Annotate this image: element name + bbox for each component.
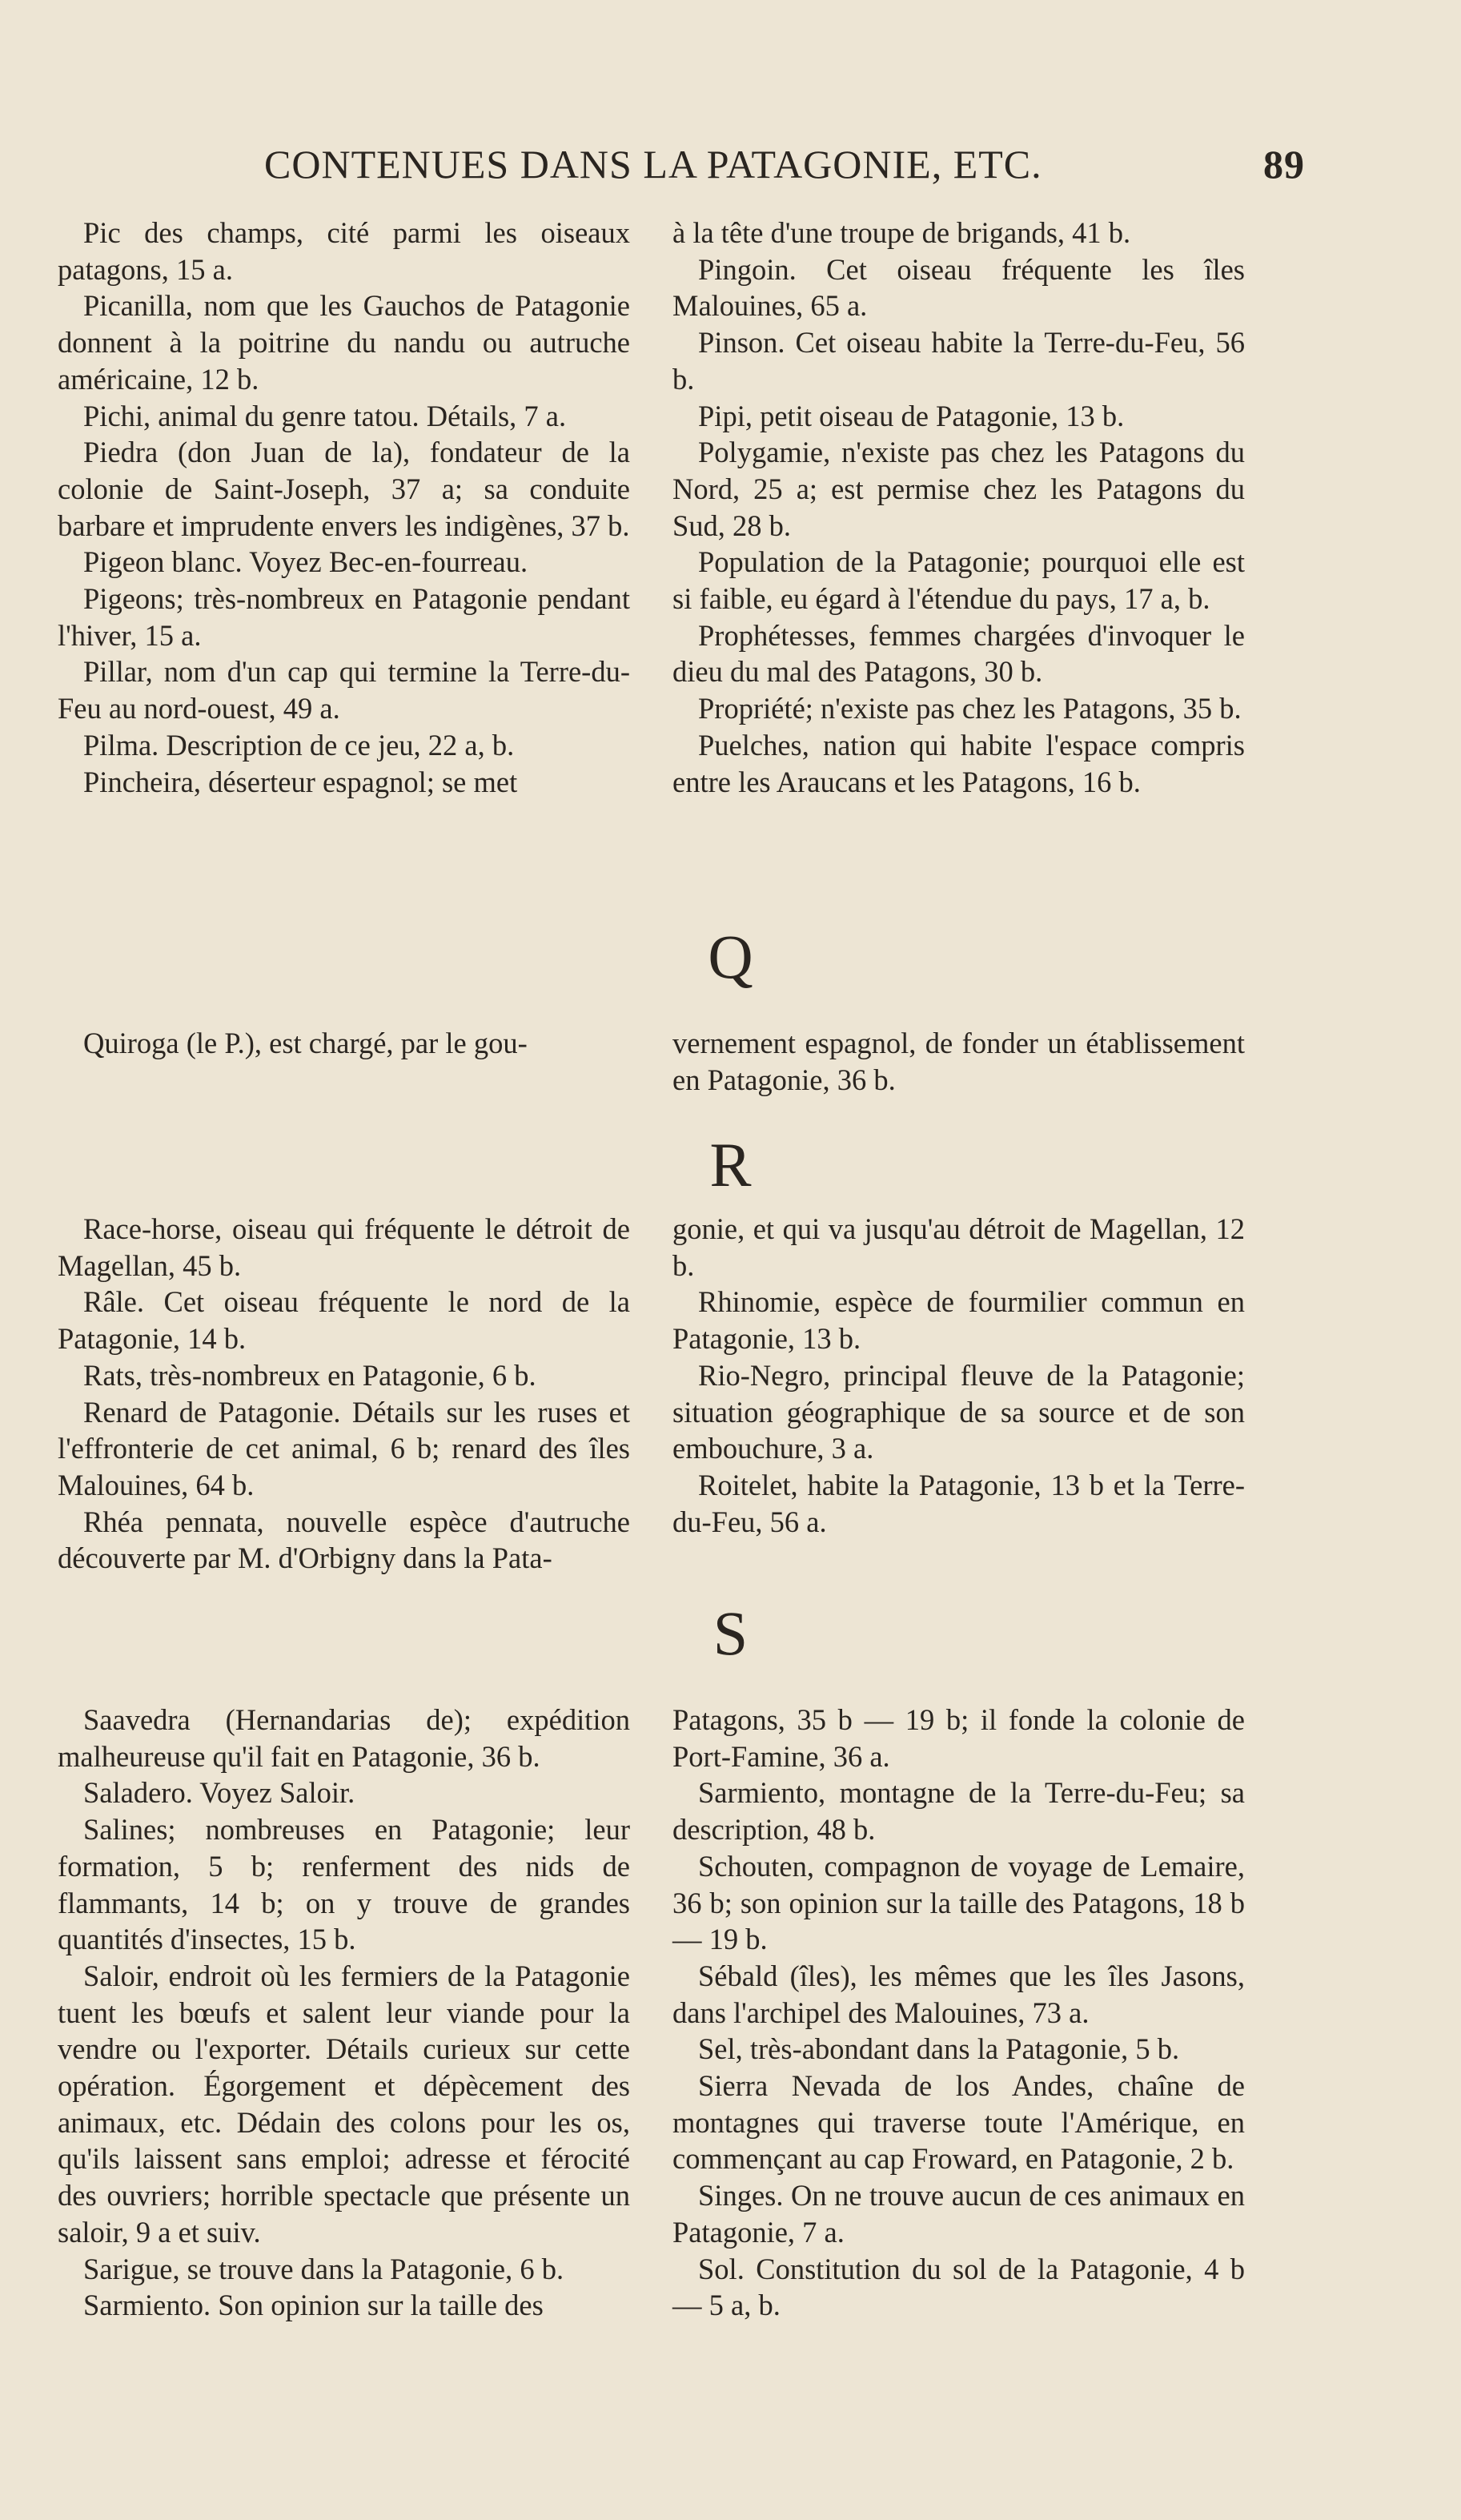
index-entry: Sébald (îles), les mêmes que les îles Jasons, dans l'archipel des Malouines, 73 a.	[672, 1959, 1245, 2029]
index-entry: Râle. Cet oiseau fréquente le nord de la Patagonie, 14 b.	[58, 1285, 630, 1356]
index-entry: Propriété; n'existe pas chez les Patagons, 35 b.	[698, 692, 1242, 725]
index-entry: Sarmiento, montagne de la Terre-du-Feu; sa description, 48 b.	[672, 1776, 1245, 1847]
index-entry: Saavedra (Hernandarias de); expédition malheureuse qu'il fait en Patagonie, 36 b.	[58, 1703, 630, 1773]
index-entry: Rhinomie, espèce de fourmilier commun en Patagonie, 13 b.	[672, 1285, 1245, 1356]
column-right-s	[672, 1702, 1245, 2324]
index-entry: Prophétesses, femmes chargées d'invoquer le dieu du mal des Patagons, 30 b.	[672, 618, 1245, 689]
index-entry: Rio-Negro, principal fleuve de la Patagonie; situation géographique de sa source et de son embouchure, 3 a.	[672, 1358, 1245, 1465]
section-letter-s: S	[712, 1598, 749, 1668]
header-title: CONTENUES DANS LA PATAGONIE, ETC.	[264, 142, 1042, 187]
index-entry: Pipi, petit oiseau de Patagonie, 13 b.	[698, 399, 1125, 432]
index-entry: Sarigue, se trouve dans la Patagonie, 6 b.	[83, 2252, 564, 2285]
section-letter-q: Q	[708, 922, 753, 991]
column-right-q	[672, 1025, 1245, 1098]
index-entry: vernement espagnol, de fonder un établissement en Patagonie, 36 b.	[672, 1027, 1245, 1096]
index-entry: Piedra (don Juan de la), fondateur de la colonie de Saint-Joseph, 37 a; sa conduite barbare et imprudente envers les indigènes, 37 b.	[58, 436, 630, 542]
index-entry: Population de la Patagonie; pourquoi elle est si faible, eu égard à l'étendue du pays, 17 a, b.	[672, 545, 1245, 616]
index-entry: Roitelet, habite la Patagonie, 13 b et la Terre-du-Feu, 56 a.	[672, 1468, 1245, 1538]
index-entry: Pinson. Cet oiseau habite la Terre-du-Feu, 56 b.	[672, 326, 1245, 396]
index-entry: Salines; nombreuses en Patagonie; leur formation, 5 b; renferment des nids de flammants, 14 b; on y trouve de grandes quantités d'insectes, 15 b.	[58, 1813, 630, 1956]
section-letter-r: R	[709, 1130, 752, 1200]
index-entry: Puelches, nation qui habite l'espace compris entre les Araucans et les Patagons, 16 b.	[672, 728, 1245, 798]
index-entry: Saladero. Voyez Saloir.	[83, 1776, 355, 1810]
index-entry: Pilma. Description de ce jeu, 22 a, b.	[83, 728, 515, 762]
column-left-q	[58, 1025, 630, 1062]
index-entry: Sierra Nevada de los Andes, chaîne de montagnes qui traverse toute l'Amérique, en commençant au cap Froward, en Patagonie, 2 b.	[672, 2069, 1245, 2176]
index-entry: Polygamie, n'existe pas chez les Patagons du Nord, 25 a; est permise chez les Patagons du Sud, 28 b.	[672, 436, 1245, 542]
running-header	[264, 141, 1305, 197]
index-entry: Pichi, animal du genre tatou. Détails, 7 a.	[83, 399, 567, 432]
index-entry: Sel, très-abondant dans la Patagonie, 5 b.	[698, 2032, 1180, 2066]
index-entry: Renard de Patagonie. Détails sur les ruses et l'effronterie de cet animal, 6 b; renard des îles Malouines, 64 b.	[58, 1395, 630, 1501]
index-entry: Race-horse, oiseau qui fréquente le détroit de Magellan, 45 b.	[58, 1212, 630, 1282]
index-entry: gonie, et qui va jusqu'au détroit de Magellan, 12 b.	[672, 1212, 1245, 1282]
index-entry: Pillar, nom d'un cap qui termine la Terre-du-Feu au nord-ouest, 49 a.	[58, 655, 630, 725]
index-entry: Pigeon blanc. Voyez Bec-en-fourreau.	[83, 545, 528, 579]
page-number: 89	[1263, 142, 1305, 187]
index-entry: Singes. On ne trouve aucun de ces animaux en Patagonie, 7 a.	[672, 2179, 1245, 2249]
index-entry: Quiroga (le P.), est chargé, par le gou-	[83, 1027, 528, 1059]
index-entry: Pigeons; très-nombreux en Patagonie pendant l'hiver, 15 a.	[58, 582, 630, 652]
index-entry: Pincheira, déserteur espagnol; se met	[83, 765, 518, 798]
index-entry: Patagons, 35 b — 19 b; il fonde la colonie de Port-Famine, 36 a.	[672, 1703, 1245, 1773]
column-left-s	[58, 1702, 630, 2324]
column-right-r	[672, 1211, 1245, 1540]
index-entry: Rhéa pennata, nouvelle espèce d'autruche découverte par M. d'Orbigny dans la Pata-	[58, 1505, 630, 1575]
index-entry: Rats, très-nombreux en Patagonie, 6 b.	[83, 1358, 536, 1392]
index-entry: Sarmiento. Son opinion sur la taille des	[83, 2289, 544, 2322]
index-entry: Sol. Constitution du sol de la Patagonie, 4 b — 5 a, b.	[672, 2252, 1245, 2322]
index-entry: Schouten, compagnon de voyage de Lemaire, 36 b; son opinion sur la taille des Patagons, 18 b — 19 b.	[672, 1849, 1245, 1956]
index-entry: à la tête d'une troupe de brigands, 41 b.	[672, 216, 1131, 249]
index-entry: Pic des champs, cité parmi les oiseaux patagons, 15 a.	[58, 216, 630, 286]
index-entry: Picanilla, nom que les Gauchos de Patagonie donnent à la poitrine du nandu ou autruche américaine, 12 b.	[58, 289, 630, 396]
column-right-p	[672, 215, 1245, 800]
column-left-p	[58, 215, 630, 800]
index-entry: Saloir, endroit où les fermiers de la Patagonie tuent les bœufs et salent leur viande pour la vendre ou l'exporter. Détails curieux sur cette opération. Égorgement et dépècement des animaux, etc. Dédain des colons pour les os, qu'ils laissent sans emploi; adresse et férocité des ouvriers; horrible spectacle que présente un saloir, 9 a et suiv.	[58, 1959, 630, 2249]
index-entry: Pingoin. Cet oiseau fréquente les îles Malouines, 65 a.	[672, 252, 1245, 323]
column-left-r	[58, 1211, 630, 1577]
